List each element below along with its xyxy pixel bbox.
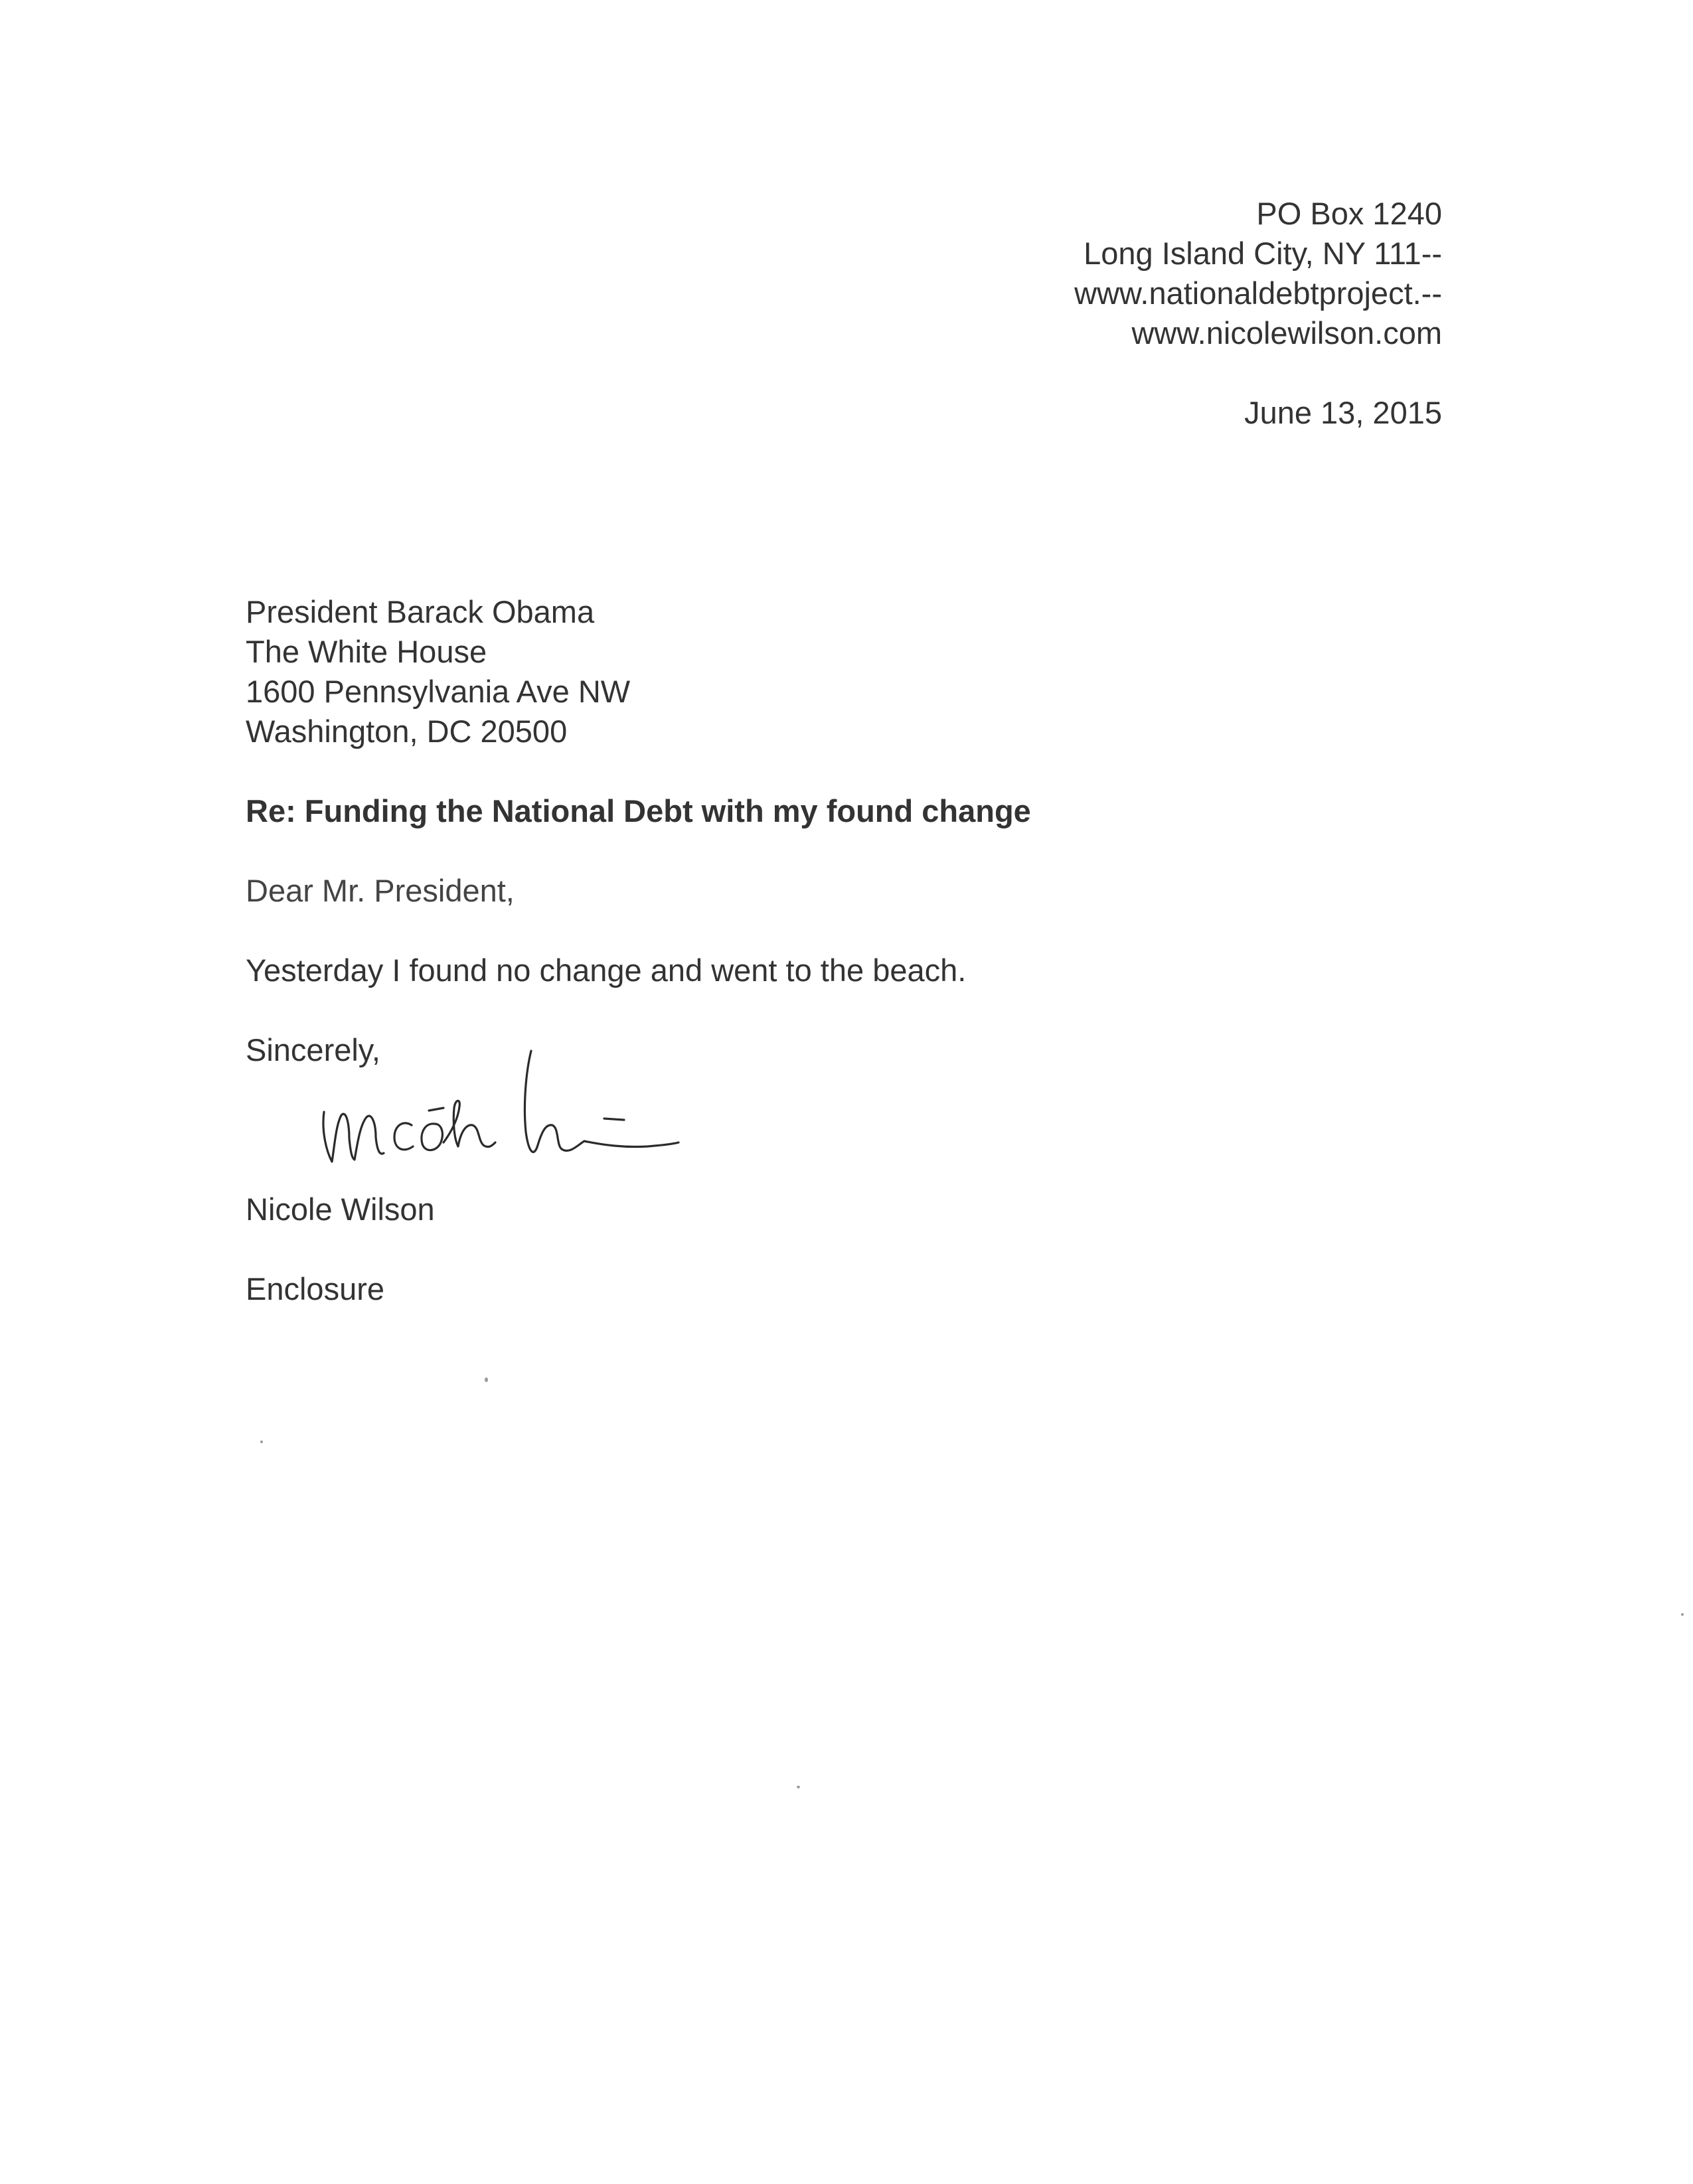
- recipient-address-block: [246, 592, 630, 751]
- letter-date: June 13, 2015: [1244, 395, 1442, 430]
- sender-po-box: PO Box 1240: [1256, 196, 1442, 231]
- handwritten-signature: [312, 1046, 684, 1178]
- letter-body: Yesterday I found no change and went to the beach.: [246, 953, 967, 988]
- scan-speck: [260, 1441, 263, 1443]
- recipient-city-line: Washington, DC 20500: [246, 714, 568, 749]
- sender-city-line: Long Island City, NY 111--: [1084, 236, 1442, 271]
- sender-website-1: www.nationaldebtproject.--: [1074, 275, 1442, 311]
- sender-website-2: www.nicolewilson.com: [1131, 315, 1442, 351]
- salutation: Dear Mr. President,: [246, 873, 515, 908]
- recipient-street: 1600 Pennsylvania Ave NW: [246, 674, 631, 709]
- recipient-name: President Barack Obama: [246, 594, 595, 629]
- sender-address-block: [1074, 194, 1442, 353]
- scan-speck: [485, 1377, 488, 1382]
- scan-speck: [1681, 1613, 1684, 1616]
- enclosure-note: Enclosure: [246, 1271, 384, 1306]
- scan-speck: [797, 1786, 800, 1788]
- signer-name: Nicole Wilson: [246, 1192, 435, 1227]
- recipient-organization: The White House: [246, 634, 487, 669]
- subject-line: Re: Funding the National Debt with my found change: [246, 793, 1031, 828]
- closing: Sincerely,: [246, 1032, 380, 1067]
